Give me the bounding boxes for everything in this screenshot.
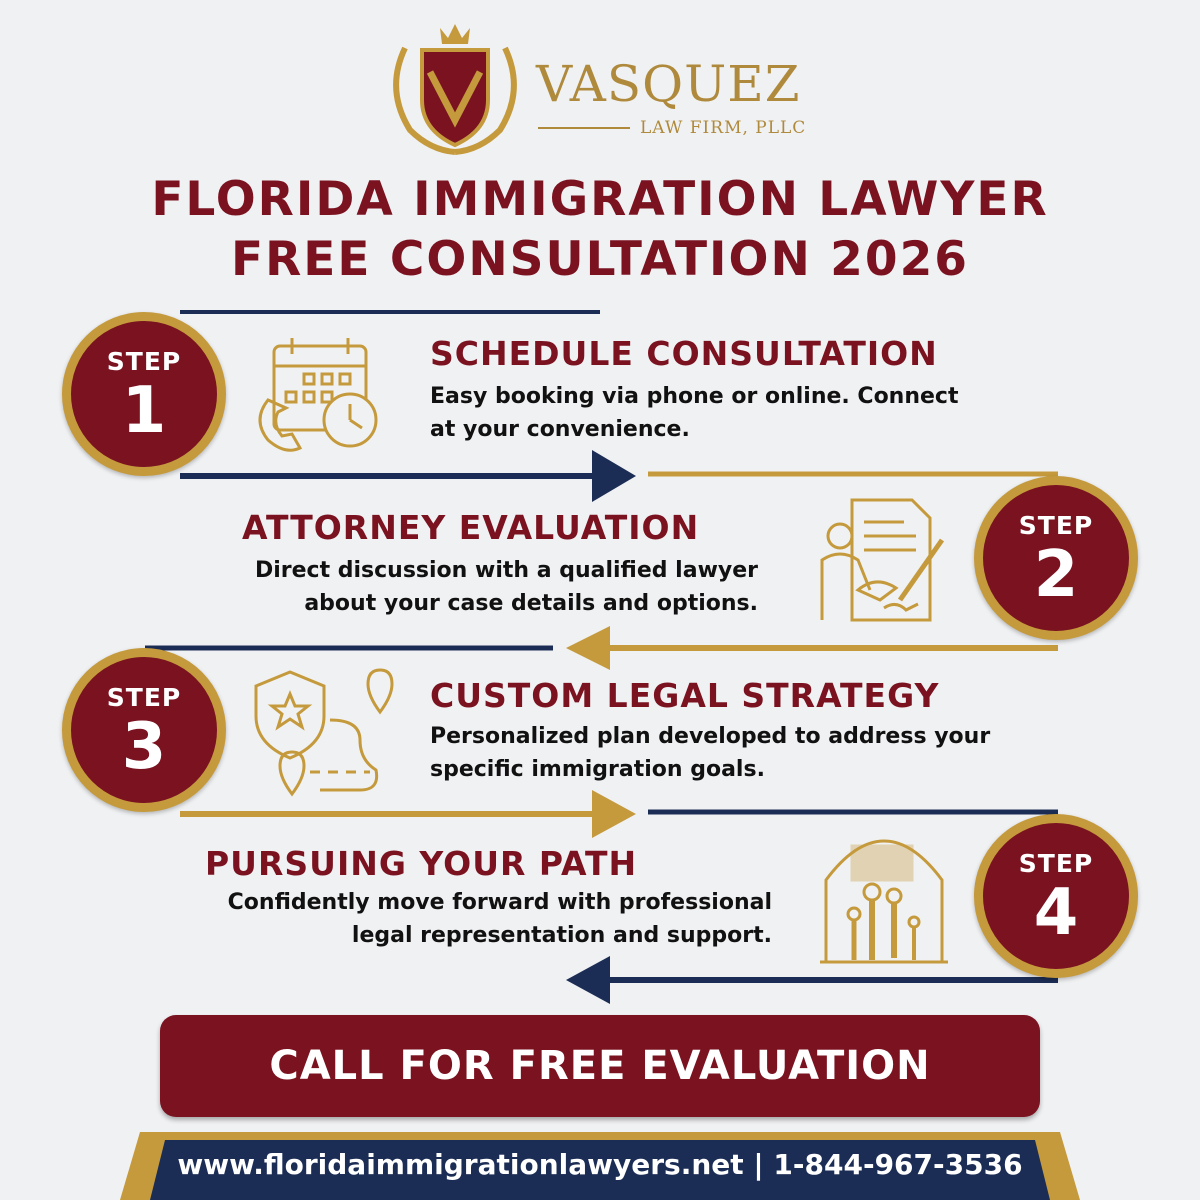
step-label: STEP	[106, 683, 182, 712]
logo-subtitle: LAW FIRM, PLLC	[640, 118, 807, 138]
arrow-left-icon	[566, 956, 610, 1004]
step-number: 4	[1033, 876, 1079, 950]
step-3-title: CUSTOM LEGAL STRATEGY	[430, 676, 940, 715]
step-2-title: ATTORNEY EVALUATION	[242, 508, 700, 547]
headline-line-1: FLORIDA IMMIGRATION LAWYER	[151, 172, 1049, 227]
logo-divider	[538, 127, 630, 129]
free-evaluation-button[interactable]: CALL FOR FREE EVALUATION	[160, 1015, 1040, 1117]
step-number: 3	[121, 710, 167, 784]
step-2-description: Direct discussion with a qualified lawyer about your case details and options.	[254, 558, 758, 616]
step-1-title: SCHEDULE CONSULTATION	[430, 334, 938, 373]
family-arch-flag-icon	[820, 841, 948, 962]
calendar-phone-clock-icon	[260, 338, 376, 450]
step-4-badge	[974, 814, 1138, 978]
step-label: STEP	[106, 347, 182, 376]
shield-route-icon	[256, 670, 392, 794]
handshake-document-icon	[822, 500, 942, 620]
step-label: STEP	[1018, 511, 1094, 540]
step-label: STEP	[1018, 849, 1094, 878]
arrow-right-icon	[592, 450, 636, 502]
logo-name: VASQUEZ	[536, 55, 801, 113]
arrow-right-icon	[592, 790, 636, 838]
step-4-description: Confidently move forward with professional legal representation and support.	[227, 890, 772, 948]
step-4-title: PURSUING YOUR PATH	[205, 844, 638, 883]
step-number: 2	[1033, 538, 1079, 612]
step-2-badge	[974, 476, 1138, 640]
step-1-badge	[62, 312, 226, 476]
step-number: 1	[121, 374, 167, 448]
step-1-description: Easy booking via phone or online. Connect at your convenience.	[430, 384, 959, 442]
step-3-badge	[62, 648, 226, 812]
headline-line-2: FREE CONSULTATION 2026	[231, 232, 969, 287]
arrow-left-icon	[566, 626, 610, 670]
logo-emblem-icon	[396, 24, 514, 152]
footer-contact[interactable]: www.floridaimmigrationlawyers.net | 1-844-967-3536	[177, 1148, 1023, 1181]
step-3-description: Personalized plan developed to address your specific immigration goals.	[430, 724, 991, 782]
